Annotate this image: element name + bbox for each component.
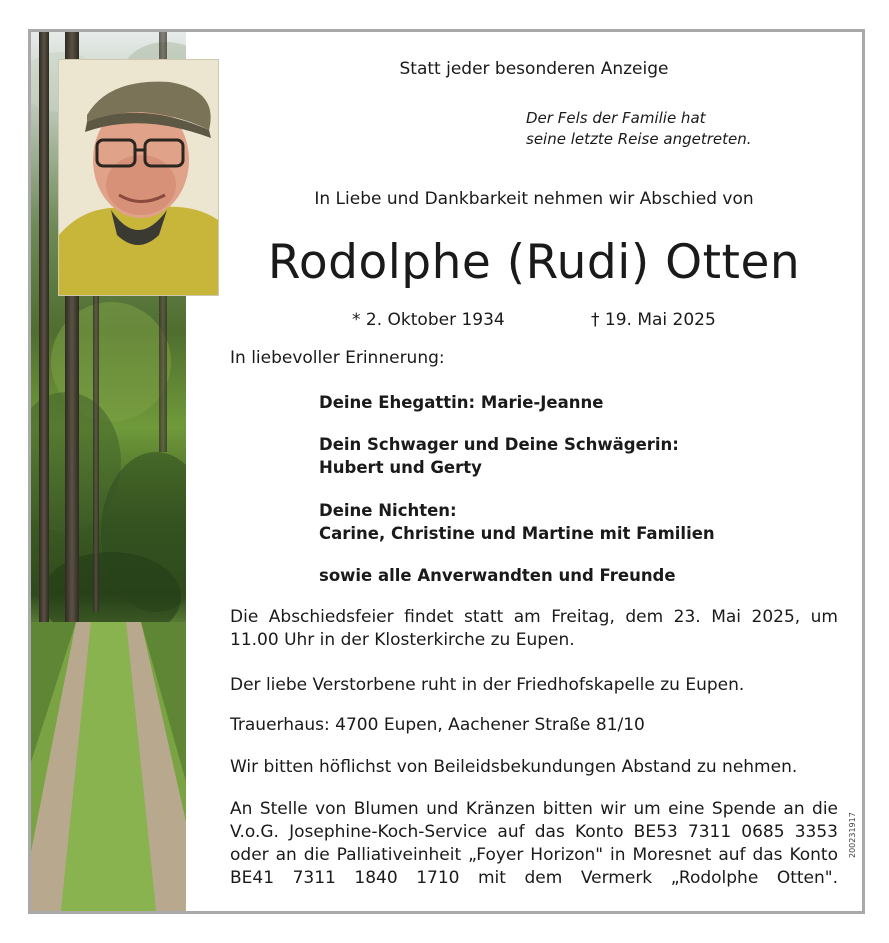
intro-line: Statt jeder besonderen Anzeige xyxy=(399,59,669,79)
mourner-spouse: Deine Ehegattin: Marie-Jeanne xyxy=(319,393,604,412)
ceremony-paragraph: Die Abschiedsfeier findet statt am Freitag, dem 23. Mai 2025, um 11.00 Uhr in der Klosterkirche zu Eupen. xyxy=(230,607,838,650)
quote-line-2: seine letzte Reise angetreten. xyxy=(526,130,752,148)
mourner-others: sowie alle Anverwandten und Freunde xyxy=(319,566,676,585)
mourner-nieces-title: Deine Nichten: xyxy=(319,501,457,520)
mourner-nieces-names: Carine, Christine und Martine mit Familien xyxy=(319,524,715,543)
deceased-name: Rodolphe (Rudi) Otten xyxy=(267,235,801,290)
rest-paragraph: Der liebe Verstorbene ruht in der Friedhofskapelle zu Eupen. xyxy=(230,675,745,695)
ad-code: 200231917 xyxy=(848,812,857,858)
donation-paragraph: An Stelle von Blumen und Kränzen bitten wir um eine Spende an die V.o.G. Josephine-Koch-Service auf das Konto BE53 7311 0685 3353 oder an die Palliativeinheit „Foyer Horizon" in Moresnet auf das Konto BE41 7311 1840 1710 mit dem Vermerk „Rodolphe Otten". xyxy=(230,799,838,888)
path-graphic xyxy=(31,622,186,911)
memory-intro: In liebevoller Erinnerung: xyxy=(230,348,445,368)
quote-line-1: Der Fels der Familie hat xyxy=(526,109,706,127)
birth-date: * 2. Oktober 1934 xyxy=(352,310,505,330)
death-date: † 19. Mai 2025 xyxy=(591,310,716,330)
portrait-photo xyxy=(58,59,219,296)
obituary-frame xyxy=(28,29,865,914)
farewell-line: In Liebe und Dankbarkeit nehmen wir Abschied von xyxy=(314,189,754,209)
mourner-inlaws-names: Hubert und Gerty xyxy=(319,458,482,477)
house-paragraph: Trauerhaus: 4700 Eupen, Aachener Straße 81/10 xyxy=(230,715,645,735)
mourner-inlaws-title: Dein Schwager und Deine Schwägerin: xyxy=(319,435,679,454)
condolences-paragraph: Wir bitten höflichst von Beileidsbekundungen Abstand zu nehmen. xyxy=(230,757,798,777)
